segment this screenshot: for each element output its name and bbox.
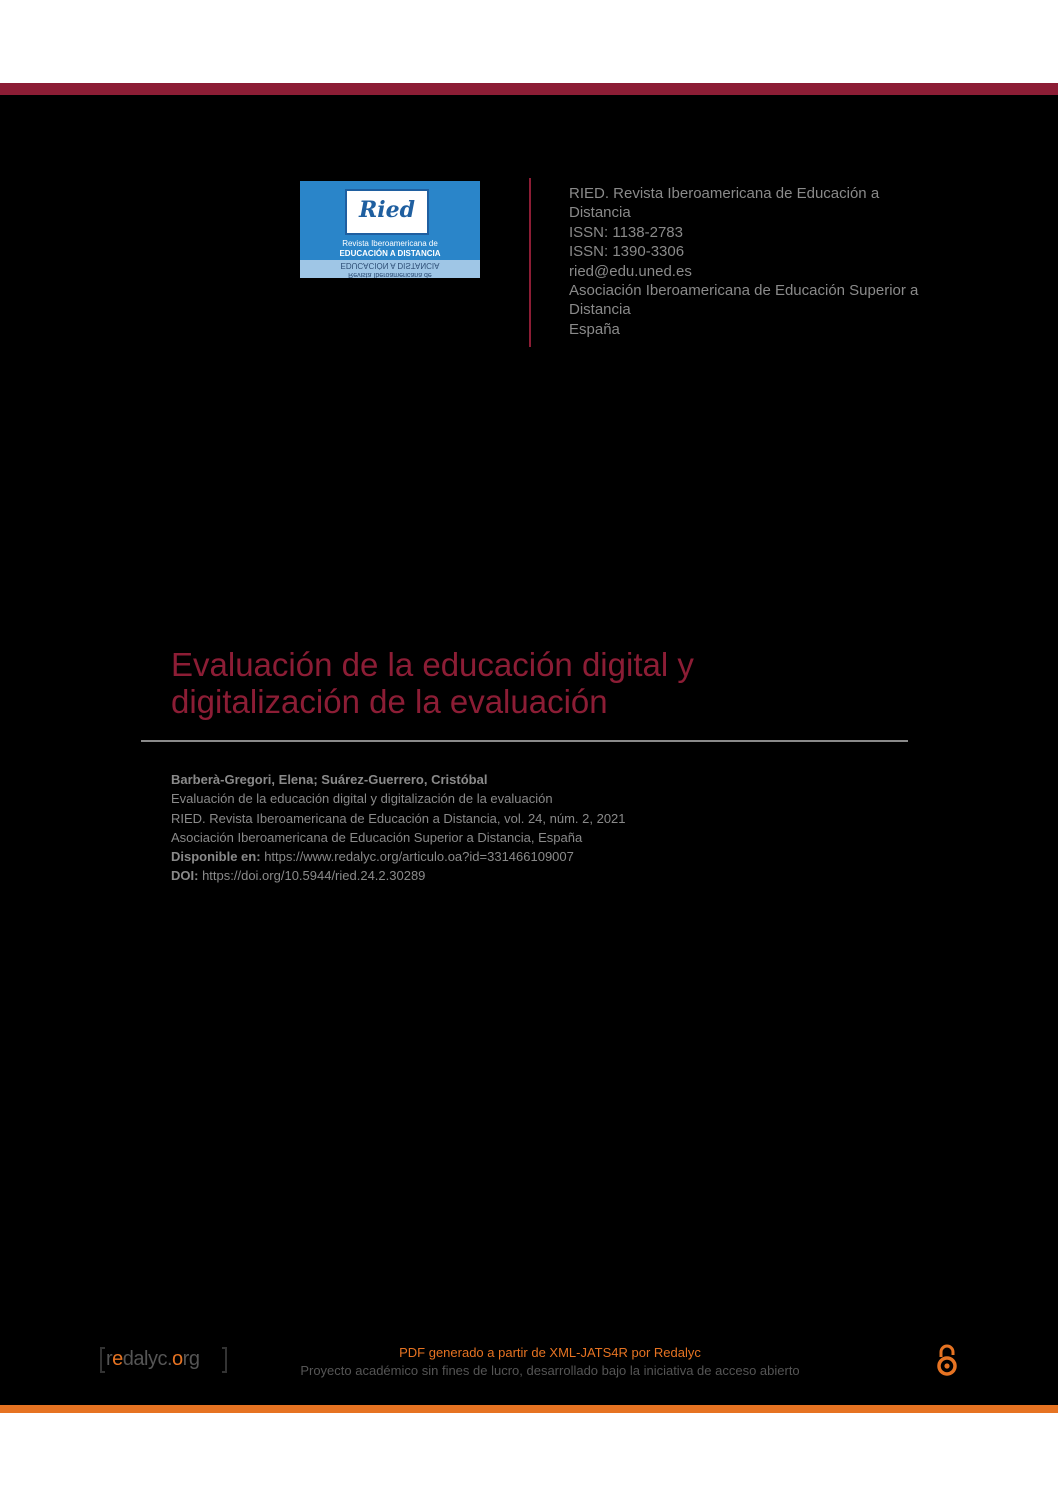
journal-cover-logo <box>300 181 480 278</box>
redalyc-part-3: dalyc. <box>122 1348 173 1370</box>
open-access-icon <box>935 1343 959 1377</box>
footer-text <box>280 1344 820 1380</box>
doi-link[interactable]: https://doi.org/10.5944/ried.24.2.30289 <box>202 868 426 884</box>
redalyc-logo[interactable] <box>100 1346 230 1372</box>
redalyc-wordmark <box>106 1346 199 1372</box>
redalyc-part-2: e <box>112 1348 123 1370</box>
redalyc-part-5: rg <box>182 1348 200 1370</box>
redalyc-part-1: r <box>106 1348 113 1370</box>
logo-subtitle: Revista Iberoamericana de <box>342 239 438 248</box>
publisher-line1: Asociación Iberoamericana de Educación Superior a <box>569 282 919 300</box>
issn-print: ISSN: 1138-2783 <box>569 223 683 241</box>
footer-project-note: Proyecto académico sin fines de lucro, desarrollado bajo la iniciativa de acceso abierto <box>300 1363 800 1378</box>
citation-available <box>171 847 891 866</box>
logo-box <box>345 189 429 235</box>
journal-name-line1: RIED. Revista Iberoamericana de Educación a <box>569 185 880 202</box>
citation-publisher: Asociación Iberoamericana de Educación Superior a Distancia, España <box>171 829 583 845</box>
publisher-line2: Distancia <box>569 301 631 319</box>
title-line1: Evaluación de la educación digital y <box>171 646 694 683</box>
header-divider <box>529 178 531 347</box>
redalyc-part-4: o <box>172 1348 183 1370</box>
page-bottom-margin <box>0 1413 1058 1497</box>
available-label: Disponible en: <box>171 849 261 865</box>
redalyc-frame-right <box>222 1347 227 1373</box>
logo-subtitle-bold: EDUCACIÓN A DISTANCIA <box>339 249 441 258</box>
journal-name-line2: Distancia <box>569 204 631 222</box>
footer-generated-note: PDF generado a partir de XML-JATS4R por Redalyc <box>399 1345 701 1360</box>
citation-journal: RIED. Revista Iberoamericana de Educación a Distancia, vol. 24, núm. 2, 2021 <box>171 810 626 826</box>
logo-reflection-text: EDUCACIÓN A DISTANCIA <box>340 261 440 270</box>
title-line2: digitalización de la evaluación <box>171 683 608 720</box>
journal-email[interactable]: ried@edu.uned.es <box>569 262 692 280</box>
citation-title: Evaluación de la educación digital y digitalización de la evaluación <box>171 791 553 807</box>
logo-word: Ried <box>358 197 416 223</box>
citation-doi <box>171 866 891 885</box>
page-top-margin <box>0 0 1058 83</box>
header-band <box>0 83 1058 95</box>
title-rule <box>141 740 908 742</box>
citation-authors: Barberà-Gregori, Elena; Suárez-Guerrero, Cristóbal <box>171 772 488 787</box>
available-link[interactable]: https://www.redalyc.org/articulo.oa?id=331466109007 <box>264 849 574 865</box>
footer-band <box>0 1405 1058 1413</box>
logo-reflection-text-2: Revista Iberoamericana de <box>348 271 432 278</box>
citation-block <box>171 770 891 886</box>
article-title <box>171 646 891 720</box>
doi-label: DOI: <box>171 868 199 884</box>
publisher-country: España <box>569 320 620 338</box>
journal-info <box>569 184 969 339</box>
redalyc-frame-left <box>100 1347 105 1373</box>
issn-electronic: ISSN: 1390-3306 <box>569 243 685 261</box>
